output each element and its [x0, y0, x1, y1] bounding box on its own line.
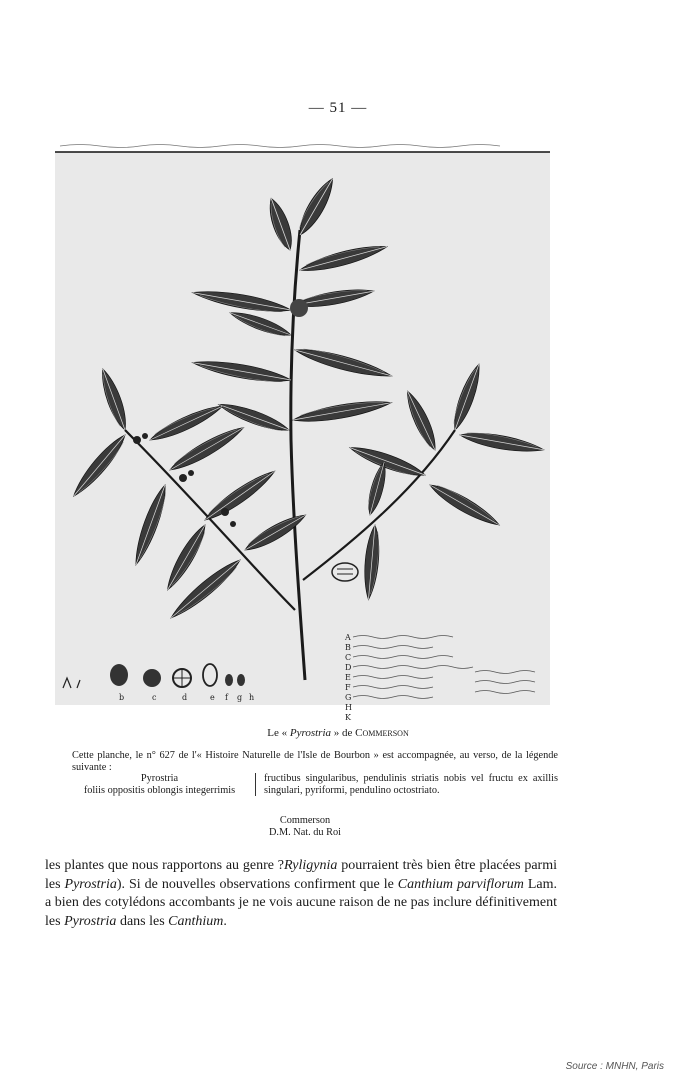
signature-name: Commerson: [279, 815, 331, 826]
handwritten-note-scribble: [60, 145, 500, 148]
body-text-segment: les plantes que nous rapportons au genre ?: [45, 858, 284, 873]
plate-figure-letter: h: [249, 693, 255, 702]
plate-illustration: [55, 140, 550, 722]
plate-background: [55, 152, 550, 705]
plate-figure-letter: e: [210, 693, 215, 702]
figure-caption: [0, 727, 676, 739]
plate-figure-letter: c: [152, 693, 157, 702]
botanical-plate: [55, 140, 550, 722]
page-number: — 51 —: [308, 100, 368, 116]
body-italic-segment: Ryligynia: [284, 858, 338, 873]
body-text-segment: pourraient très bien être placées parmi les: [45, 858, 557, 892]
plate-legend-letter: D: [345, 663, 352, 672]
plate-figure-letter: d: [182, 693, 188, 702]
caption-prefix: Le «: [267, 727, 290, 739]
body-italic-segment: Pyrostria: [64, 913, 117, 929]
latin-legend: [72, 773, 558, 796]
body-paragraph: [45, 857, 557, 931]
plate-legend-letter: E: [345, 673, 351, 682]
plate-legend-letter: G: [345, 693, 352, 702]
body-text-segment: ). Si de nouvelles observations confirment que le: [116, 876, 398, 892]
caption-genus: Pyrostria: [289, 727, 332, 739]
plate-figure-letter: f: [225, 693, 228, 702]
legend-signature: [0, 815, 610, 839]
body-italic-segment: Canthium parviflorum: [397, 876, 524, 892]
legend-leaves: foliis oppositis oblongis integerrimis: [83, 784, 236, 796]
plate-legend-letter: F: [345, 683, 351, 692]
caption-author: Commerson: [355, 727, 409, 739]
legend-right: fructibus singularibus, pendulinis striatis nobis vel fructu ex axillis singulari, pyriformi, pendulino octostriato.: [264, 773, 558, 796]
plate-legend-letter: K: [345, 713, 351, 722]
signature-title: D.M. Nat. du Roi: [268, 827, 342, 838]
plate-figure-letter: b: [119, 693, 125, 702]
caption-middle: » de: [331, 727, 356, 739]
plate-legend-letter: A: [345, 633, 351, 642]
legend-left: [72, 773, 256, 796]
body-text-segment: Lam. a bien des cotylédons accombants je ne vois aucune raison de ne pas inclure définitivement les: [45, 876, 557, 929]
plate-legend-letter: C: [345, 653, 352, 662]
plate-legend-letter: H: [345, 703, 352, 712]
plate-legend-letter: B: [345, 643, 351, 652]
plate-figure-letter: g: [237, 693, 243, 702]
plate-description: [72, 750, 558, 774]
source-credit: Source : MNHN, Paris: [565, 1061, 664, 1072]
body-text-segment: dans les: [116, 913, 169, 929]
description-text: Cette planche, le n° 627 de l'« Histoire Naturelle de l'Isle de Bourbon » est accompagnée, au verso, de la légende suivante :: [72, 750, 558, 773]
body-text-segment: .: [223, 913, 227, 929]
body-italic-segment: Canthium: [168, 913, 224, 929]
legend-genus: Pyrostria: [140, 773, 179, 784]
body-italic-segment: Pyrostria: [64, 876, 117, 892]
